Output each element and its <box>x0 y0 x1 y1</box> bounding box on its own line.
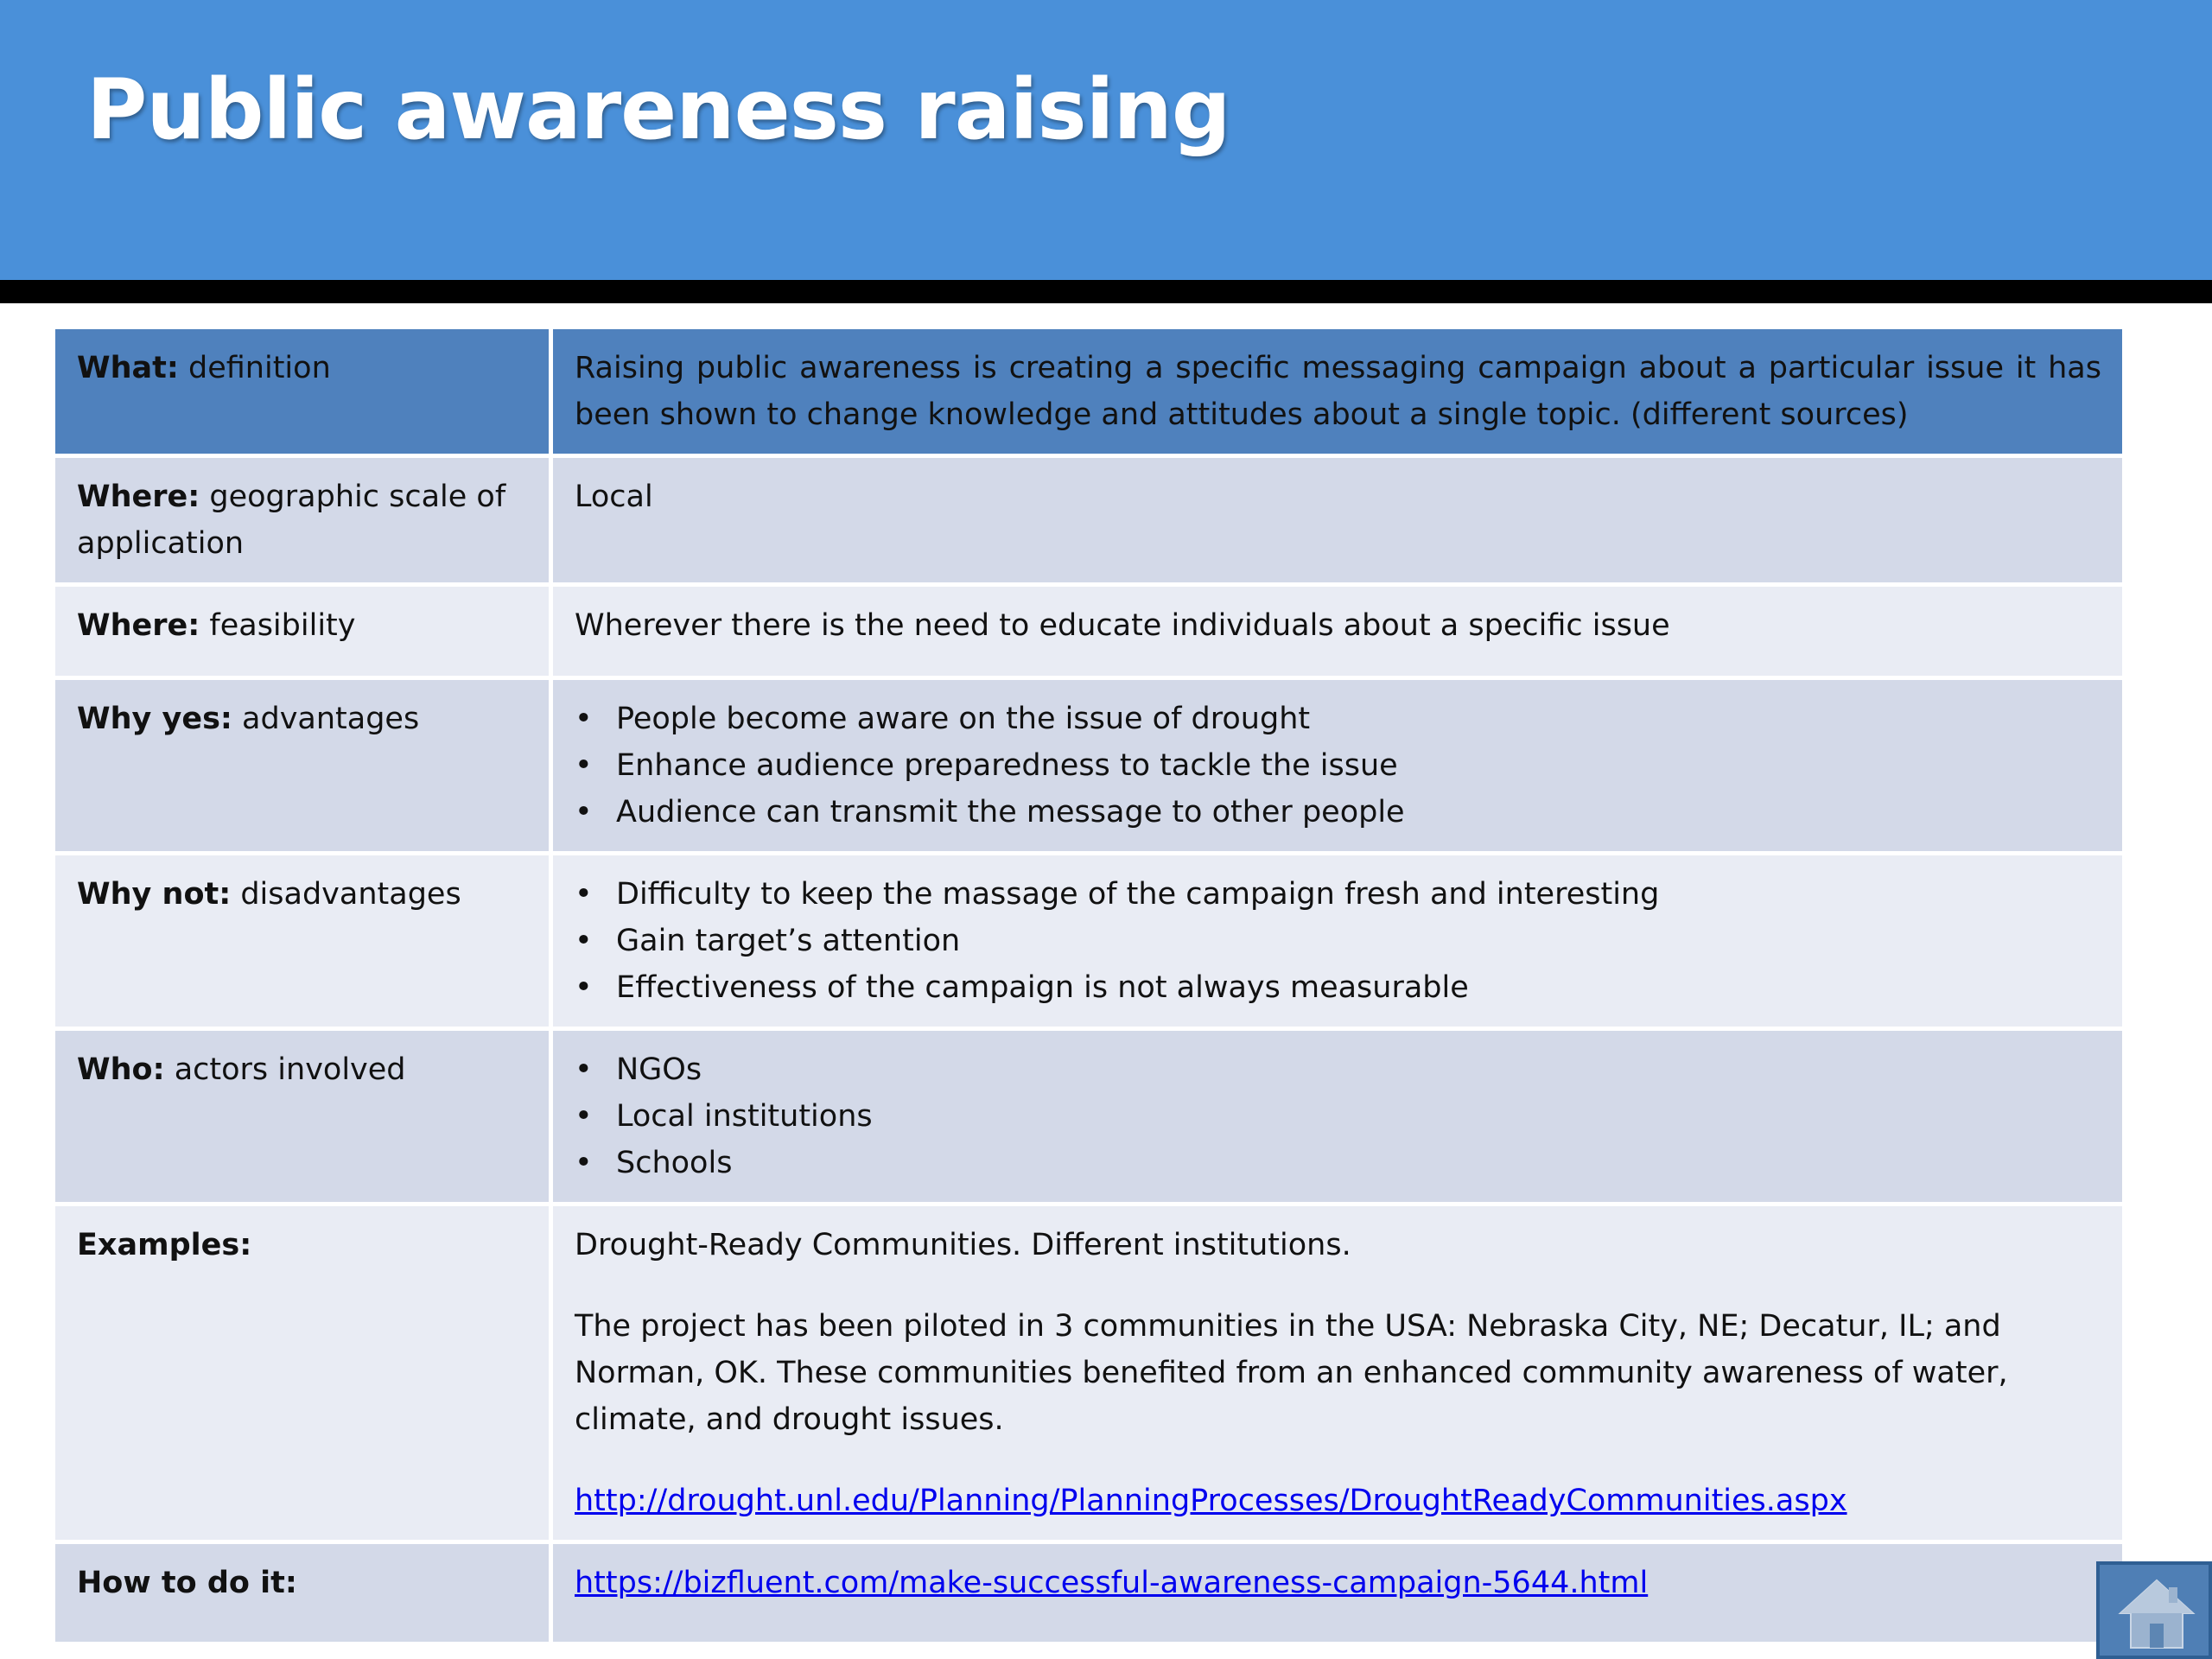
row-label-key: Examples: <box>77 1228 252 1262</box>
table-row-what <box>55 329 2122 458</box>
row-label-key: What: <box>77 351 179 385</box>
row-value: Local <box>575 480 653 514</box>
list-item: • Enhance audience preparedness to tackle the issue <box>575 742 2101 789</box>
row-label-key: Where: <box>77 480 200 514</box>
example-link[interactable]: http://drought.unl.edu/Planning/PlanningProcesses/DroughtReadyCommunities.aspx <box>575 1484 1847 1518</box>
row-label-key: Why not: <box>77 877 232 912</box>
paragraph-gap <box>575 1443 2101 1478</box>
example-paragraph: The project has been piloted in 3 communities in the USA: Nebraska City, NE; Decatur, IL; and Norman, OK. These communities benefited from an enhanced community awareness of water, climate, and drought issues. <box>575 1309 2008 1437</box>
row-label-key: Where: <box>77 608 200 643</box>
example-paragraph: Drought-Ready Communities. Different institutions. <box>575 1228 1351 1262</box>
row-label <box>55 855 553 1027</box>
row-value <box>553 855 2122 1027</box>
row-label-desc: geographic scale of application <box>77 480 506 561</box>
bullet-list <box>575 871 2101 1011</box>
row-value <box>553 1206 2122 1540</box>
home-button[interactable] <box>2096 1561 2212 1659</box>
header-divider <box>0 280 2212 303</box>
example-link-line <box>575 1478 2101 1524</box>
list-item: • Local institutions <box>575 1093 2101 1140</box>
row-label-desc: definition <box>178 351 331 385</box>
row-value <box>553 680 2122 851</box>
row-value: Wherever there is the need to educate individuals about a specific issue <box>575 608 1670 643</box>
table-row-disadvantages <box>55 855 2122 1031</box>
row-label-desc: feasibility <box>200 608 356 643</box>
table-row-where-feasibility <box>55 587 2122 680</box>
table-row-examples <box>55 1206 2122 1544</box>
slide-title: Public awareness raising <box>86 61 1230 158</box>
table-row-actors <box>55 1031 2122 1206</box>
table-row-how-to <box>55 1544 2122 1646</box>
row-label <box>55 680 553 851</box>
row-label-desc: disadvantages <box>231 877 461 912</box>
info-table <box>55 329 2122 1646</box>
list-item: • Gain target’s attention <box>575 918 2101 964</box>
bullet-list <box>575 696 2101 836</box>
row-label-key: How to do it: <box>77 1566 297 1600</box>
row-label-desc: actors involved <box>164 1052 406 1087</box>
row-value <box>553 1031 2122 1202</box>
row-label-key: Who: <box>77 1052 165 1087</box>
table-row-advantages <box>55 680 2122 855</box>
row-value: Raising public awareness is creating a specific messaging campaign about a particular issue it has been shown to change knowledge and attitudes about a single topic. (different sources) <box>575 351 2101 432</box>
row-label <box>55 1031 553 1202</box>
row-label <box>55 329 553 454</box>
paragraph-gap <box>575 1268 2101 1303</box>
list-item: • Difficulty to keep the massage of the campaign fresh and interesting <box>575 871 2101 918</box>
list-item: • NGOs <box>575 1046 2101 1093</box>
row-label <box>55 1544 553 1642</box>
list-item: • People become aware on the issue of drought <box>575 696 2101 742</box>
table-row-where-scale <box>55 458 2122 587</box>
list-item: • Schools <box>575 1140 2101 1186</box>
list-item: • Audience can transmit the message to other people <box>575 789 2101 836</box>
row-label-key: Why yes: <box>77 702 232 736</box>
home-icon <box>2115 1575 2198 1651</box>
row-label <box>55 1206 553 1540</box>
row-label <box>55 587 553 676</box>
row-label-desc: advantages <box>232 702 420 736</box>
bullet-list <box>575 1046 2101 1186</box>
slide-header <box>0 0 2212 280</box>
row-label <box>55 458 553 582</box>
row-value <box>553 1544 2122 1642</box>
how-to-link[interactable]: https://bizfluent.com/make-successful-awareness-campaign-5644.html <box>575 1566 1649 1600</box>
list-item: • Effectiveness of the campaign is not always measurable <box>575 964 2101 1011</box>
